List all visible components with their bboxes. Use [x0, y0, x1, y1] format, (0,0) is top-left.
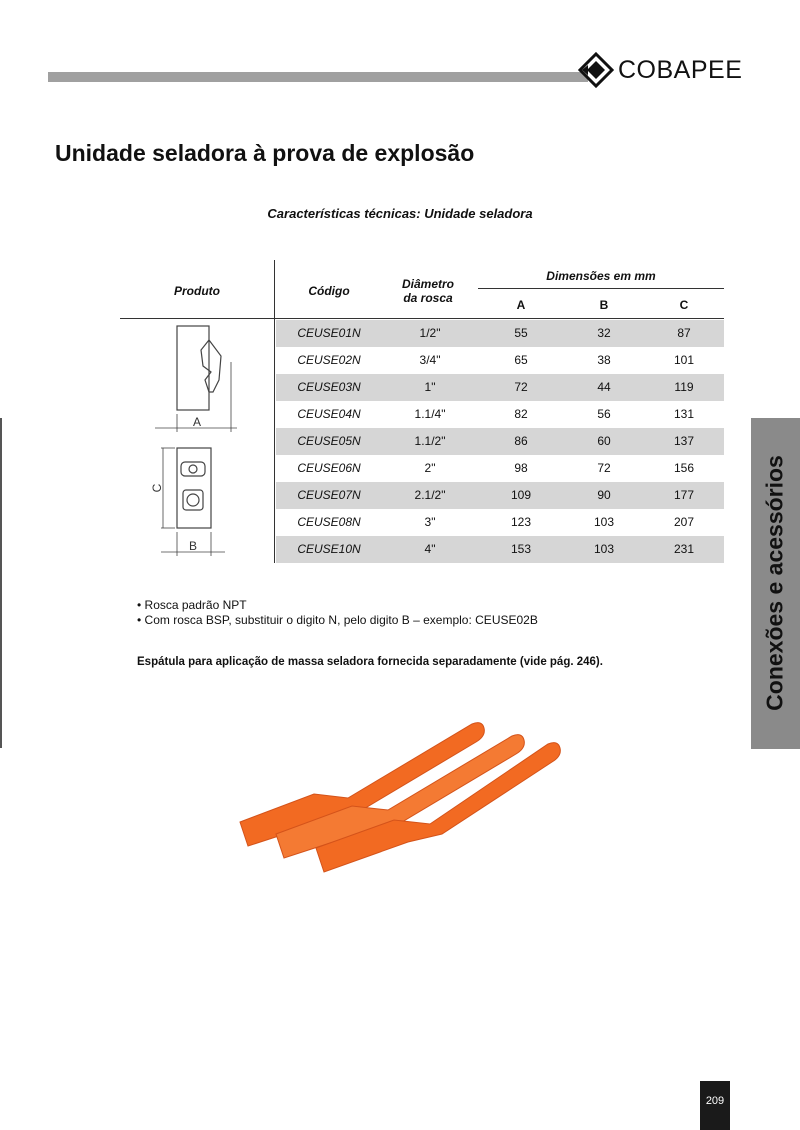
cell-diameter: 3": [424, 515, 436, 529]
page-number-box: [700, 1081, 730, 1130]
table-row: [276, 482, 724, 509]
header-b: B: [599, 298, 609, 312]
table-row: [276, 509, 724, 536]
cell-b: 72: [597, 461, 611, 475]
cell-diameter: 4": [424, 542, 436, 556]
cell-c: 101: [673, 353, 695, 367]
cell-b: 90: [597, 488, 611, 502]
table-row: [276, 428, 724, 455]
dimension-header-divider: [478, 288, 724, 289]
drawing-body-side: [177, 326, 209, 410]
cell-a: 98: [514, 461, 528, 475]
header-a: A: [516, 298, 526, 312]
header-diametro-line1: Diâmetro: [401, 277, 454, 291]
dimension-c-label: C: [150, 483, 164, 493]
table-header: [120, 260, 724, 318]
header-dimensoes: Dimensões em mm: [546, 269, 656, 283]
header-produto: Produto: [174, 284, 220, 298]
table-row: [276, 401, 724, 428]
spatula-note: Espátula para aplicação de massa seladora fornecida separadamente (vide pág. 246).: [137, 656, 603, 668]
table-row: [276, 347, 724, 374]
cell-diameter: 2.1/2": [414, 488, 446, 502]
cell-b: 56: [597, 407, 611, 421]
note-item: • Rosca padrão NPT: [137, 598, 247, 612]
cell-a: 55: [514, 326, 528, 340]
cell-b: 103: [593, 515, 615, 529]
brand-name: COBAPEE: [618, 56, 743, 84]
cell-a: 153: [510, 542, 532, 556]
cell-code: CEUSE02N: [297, 353, 361, 367]
cell-code: CEUSE01N: [297, 326, 361, 340]
cell-a: 86: [514, 434, 528, 448]
header-diametro-line2: da rosca: [403, 291, 453, 305]
cell-diameter: 1": [424, 380, 436, 394]
table-subtitle: Características técnicas: Unidade seladora: [267, 206, 533, 221]
product-technical-drawing: [145, 322, 245, 558]
cell-diameter: 1.1/4": [414, 407, 446, 421]
cell-c: 207: [673, 515, 695, 529]
cell-c: 87: [677, 326, 691, 340]
cell-a: 109: [510, 488, 532, 502]
cell-diameter: 1/2": [419, 326, 441, 340]
brand-logo: [578, 52, 748, 88]
page-number: 209: [705, 1095, 725, 1107]
table-divider-horizontal: [120, 318, 724, 319]
cell-b: 32: [597, 326, 611, 340]
dimension-a-label: A: [192, 415, 202, 429]
header-codigo: Código: [308, 284, 350, 298]
left-margin-line: [0, 418, 2, 748]
cell-b: 103: [593, 542, 615, 556]
table-row: [276, 455, 724, 482]
cobapee-logo-icon: [578, 52, 614, 88]
cell-b: 44: [597, 380, 611, 394]
cell-a: 72: [514, 380, 528, 394]
cell-code: CEUSE10N: [297, 542, 361, 556]
cell-c: 231: [673, 542, 695, 556]
section-tab-label: Conexões e acessórios: [761, 455, 788, 711]
cell-c: 137: [673, 434, 695, 448]
cell-code: CEUSE05N: [297, 434, 361, 448]
cell-code: CEUSE07N: [297, 488, 361, 502]
dimension-b-label: B: [188, 539, 198, 553]
cell-a: 82: [514, 407, 528, 421]
cell-b: 38: [597, 353, 611, 367]
cell-a: 65: [514, 353, 528, 367]
notes-list: [137, 598, 538, 628]
table-row: [276, 536, 724, 563]
drawing-body-front: [177, 448, 211, 528]
table-row: [276, 320, 724, 347]
cell-c: 156: [673, 461, 695, 475]
cell-code: CEUSE03N: [297, 380, 361, 394]
note-item: • Com rosca BSP, substituir o digito N, pelo digito B – exemplo: CEUSE02B: [137, 613, 538, 627]
cell-diameter: 2": [424, 461, 436, 475]
cell-diameter: 1.1/2": [414, 434, 446, 448]
cell-c: 119: [674, 380, 694, 394]
header-bar: [48, 72, 588, 82]
cell-a: 123: [510, 515, 532, 529]
cell-diameter: 3/4": [419, 353, 441, 367]
page-title: Unidade seladora à prova de explosão: [55, 140, 475, 166]
table-body: [276, 320, 724, 563]
cell-b: 60: [597, 434, 611, 448]
cell-c: 131: [673, 407, 695, 421]
cell-code: CEUSE08N: [297, 515, 361, 529]
cell-code: CEUSE06N: [297, 461, 361, 475]
table-divider-vertical: [274, 260, 275, 563]
header-c: C: [679, 298, 689, 312]
table-row: [276, 374, 724, 401]
cell-c: 177: [673, 488, 695, 502]
spatulas-image: [236, 710, 566, 875]
cell-code: CEUSE04N: [297, 407, 361, 421]
